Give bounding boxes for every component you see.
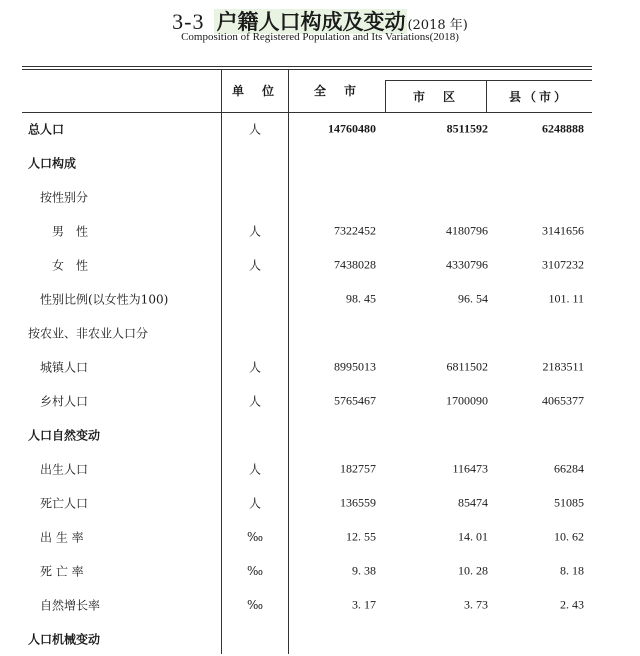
header-unit: 单 位 xyxy=(231,84,277,98)
table-row xyxy=(0,452,640,486)
row-urban-value: 14. 01 xyxy=(458,529,488,544)
row-label: 死亡人口 xyxy=(40,496,89,511)
table-row xyxy=(0,248,640,282)
table-row xyxy=(0,418,640,452)
row-total-value: 9. 38 xyxy=(352,563,376,578)
row-total-value: 7438028 xyxy=(334,257,376,272)
row-total-value: 182757 xyxy=(340,461,376,476)
header-total: 全 市 xyxy=(313,84,359,98)
row-unit: 人 xyxy=(248,258,261,273)
table-row xyxy=(0,316,640,350)
row-label: 死 亡 率 xyxy=(40,564,84,579)
table-subtitle: Composition of Registered Population and Its Variations(2018) xyxy=(181,31,459,43)
row-label: 男 性 xyxy=(52,224,89,239)
table-row xyxy=(0,214,640,248)
top-rule xyxy=(22,66,592,67)
table-row xyxy=(0,554,640,588)
row-unit: 人 xyxy=(248,122,261,137)
row-label: 出 生 率 xyxy=(40,530,84,545)
row-label: 出生人口 xyxy=(40,462,89,477)
row-county-value: 4065377 xyxy=(542,393,584,408)
row-label: 女 性 xyxy=(52,258,89,273)
row-label: 按农业、非农业人口分 xyxy=(28,326,149,341)
row-county-value: 3141656 xyxy=(542,223,584,238)
table-title-text: 户籍人口构成及变动 xyxy=(216,9,406,34)
row-unit: ‰ xyxy=(246,564,264,578)
row-urban-value: 1700090 xyxy=(446,393,488,408)
table-row xyxy=(0,384,640,418)
row-label: 城镇人口 xyxy=(40,360,89,375)
row-unit: 人 xyxy=(248,360,261,375)
table-row xyxy=(0,588,640,622)
row-urban-value: 116473 xyxy=(452,461,488,476)
row-county-value: 3107232 xyxy=(542,257,584,272)
row-unit: 人 xyxy=(248,496,261,511)
table-row xyxy=(0,520,640,554)
table-row xyxy=(0,146,640,180)
row-label: 性别比例(以女性为100) xyxy=(40,292,169,307)
row-urban-value: 4180796 xyxy=(446,223,488,238)
row-urban-value: 8511592 xyxy=(446,121,488,136)
table-row xyxy=(0,180,640,214)
row-total-value: 7322452 xyxy=(334,223,376,238)
table-row xyxy=(0,282,640,316)
row-county-value: 8. 18 xyxy=(560,563,584,578)
row-county-value: 10. 62 xyxy=(554,529,584,544)
row-unit: 人 xyxy=(248,462,261,477)
row-urban-value: 3. 73 xyxy=(464,597,488,612)
row-county-value: 2183511 xyxy=(542,359,584,374)
row-total-value: 3. 17 xyxy=(352,597,376,612)
row-total-value: 98. 45 xyxy=(346,291,376,306)
row-total-value: 5765467 xyxy=(334,393,376,408)
row-county-value: 51085 xyxy=(554,495,584,510)
row-total-value: 14760480 xyxy=(328,121,376,136)
row-unit: ‰ xyxy=(246,530,264,544)
row-unit: ‰ xyxy=(246,598,264,612)
table-row xyxy=(0,112,640,146)
row-unit: 人 xyxy=(248,394,261,409)
table-number: 3-3 xyxy=(172,9,205,34)
table-row xyxy=(0,622,640,656)
row-urban-value: 10. 28 xyxy=(458,563,488,578)
subheader-rule xyxy=(385,80,592,81)
row-label: 人口自然变动 xyxy=(28,428,101,443)
row-county-value: 6248888 xyxy=(542,121,584,136)
row-label: 总人口 xyxy=(28,122,65,137)
row-label: 人口机械变动 xyxy=(28,632,101,647)
row-unit: 人 xyxy=(248,224,261,239)
row-label: 乡村人口 xyxy=(40,394,89,409)
row-total-value: 12. 55 xyxy=(346,529,376,544)
row-urban-value: 4330796 xyxy=(446,257,488,272)
row-total-value: 8995013 xyxy=(334,359,376,374)
table-title-year: (2018 年) xyxy=(407,18,468,33)
row-urban-value: 6811502 xyxy=(446,359,488,374)
header-county: 县（市） xyxy=(508,90,569,104)
table-row xyxy=(0,350,640,384)
row-urban-value: 96. 54 xyxy=(458,291,488,306)
row-total-value: 136559 xyxy=(340,495,376,510)
row-county-value: 66284 xyxy=(554,461,584,476)
row-county-value: 2. 43 xyxy=(560,597,584,612)
row-label: 人口构成 xyxy=(28,156,77,171)
top-rule-inner xyxy=(22,69,592,70)
row-label: 自然增长率 xyxy=(40,598,101,613)
header-urban: 市 区 xyxy=(412,90,458,104)
row-county-value: 101. 11 xyxy=(548,291,584,306)
row-urban-value: 85474 xyxy=(458,495,488,510)
table-row xyxy=(0,486,640,520)
row-label: 按性别分 xyxy=(40,190,89,205)
